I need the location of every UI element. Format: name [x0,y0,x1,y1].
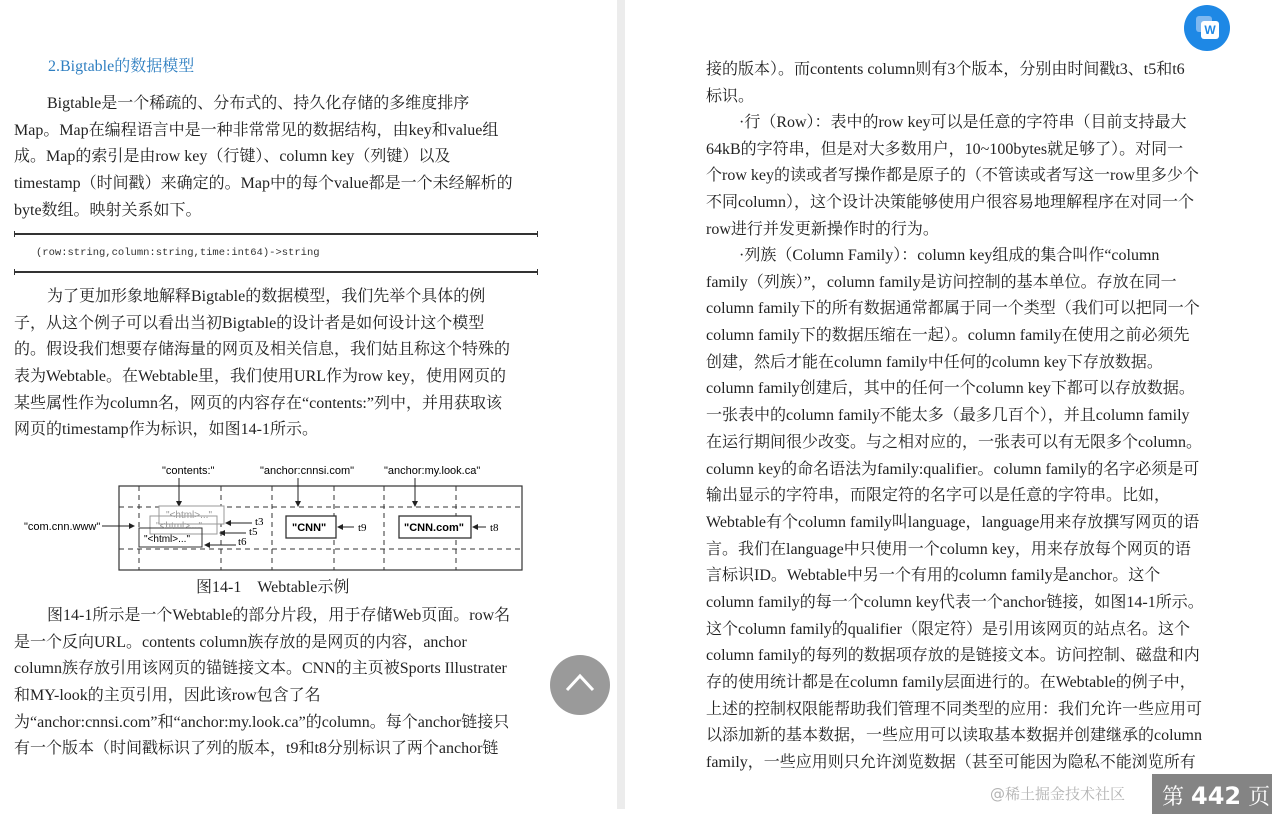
text-line: 创建，然后才能在column family中任何的column key下存放数据。 [706,353,1163,371]
text-line: 以添加新的基本数据，一些应用可以读取基本数据并创建继承的column [706,727,1202,745]
text-line: column family下的数据压缩在一起）。column family在使用之前必须先 [706,327,1190,345]
cell-version: "<html>..." [144,534,191,545]
text-line: 有一个版本（时间戳标识了列的版本，t9和t8分别标识了两个anchor链 [14,740,499,758]
paragraph [14,284,510,444]
column-label: "anchor:cnnsi.com" [260,465,355,477]
text-line: 为“anchor:cnnsi.com”和“anchor:my.look.ca”的column。每个anchor链接只 [14,713,510,731]
text-line: 64kB的字符串，但是对大多数用户，10~100bytes就足够了）。对同一 [706,140,1184,158]
paragraph [14,91,513,224]
text-line: 子，从这个例子可以看出当初Bigtable的设计者是如何设计这个模型 [14,314,485,332]
text-line: 图14-1所示是一个Webtable的部分片段，用于存储Web页面。row名 [47,607,511,624]
page-number: 442 [1191,782,1242,810]
page-gap [617,0,625,809]
text-line: 网页的timestamp作为标识，如图14-1所示。 [14,421,318,439]
text-line: family（列族）”，column family是访问控制的基本单位。存放在同一 [706,273,1177,291]
text-line: 输出显示的字符串，而限定符的名字可以是任意的字符串。比如， [706,487,1171,505]
text-line: column family下的所有数据通常都属于同一个类型（我们可以把同一个 [706,300,1200,318]
row-label: "com.cnn.www" [24,521,101,533]
timestamp-label: t9 [358,522,367,534]
text-line: 的。假设我们想要存储海量的网页及相关信息，我们姑且称这个特殊的 [14,341,511,359]
text-line: column family的每一个column key代表一个anchor链接，如图14-1所示。 [706,593,1204,611]
text-line: Bigtable是一个稀疏的、分布式的、持久化存储的多维度排序 [47,95,470,112]
text-line: 为了更加形象地解释Bigtable的数据模型，我们先举个具体的例 [47,288,486,305]
cell-version: "<html>..." [166,510,213,521]
text-line: 不同column），这个设计决策能够使用户很容易地理解程序在对同一个 [706,194,1194,212]
section-title: 2.Bigtable的数据模型 [48,58,195,75]
text-line: 某些属性作为column名，网页的内容存在“contents:”列中，并用获取该 [14,394,502,412]
paragraph [706,57,1185,110]
page-suffix: 页 [1248,785,1271,810]
text-line: 一张表中的column family不能太多（最多几百个），并且column family [706,407,1190,425]
timestamp-label: t8 [490,522,499,534]
cell-cnn: "CNN" [292,522,327,534]
figure-caption: 图14-1 Webtable示例 [196,579,350,596]
timestamp-label: t6 [238,536,247,548]
text-line: ·列族（Column Family）：column key组成的集合叫作“column [739,247,1160,264]
text-line: row进行并发更新操作时的行为。 [706,220,939,238]
text-line: 标识。 [706,87,755,105]
watermark: @稀土掘金技术社区 [990,785,1126,803]
text-line: 这个column family的qualifier（限定符）是引用该网页的站点名。这个 [706,620,1190,638]
word-export-button[interactable] [1184,5,1230,51]
webtable-figure [14,452,538,577]
text-line: 表为Webtable。在Webtable里，我们使用URL作为row key，使用网页的 [14,368,507,386]
text-line: column族存放引用该网页的锚链接文本。CNN的主页被Sports Illustrater [14,660,507,678]
text-line: timestamp（时间戳）来确定的。Map中的每个value都是一个未经解析的 [14,175,513,193]
cell-version: "<html>..." [156,521,203,532]
word-icon: W [1201,21,1219,39]
text-line: Map。Map在编程语言中是一种非常常见的数据结构，由key和value组 [14,121,499,139]
timestamp-label: t5 [249,526,258,538]
text-line: 在运行期间很少改变。与之相对应的，一张表可以有无限多个column。 [706,433,1202,451]
paragraph [706,243,1204,777]
chevron-up-icon [565,672,595,692]
column-label: "contents:" [162,465,215,477]
paragraph [14,603,510,763]
timestamp-label: t3 [255,516,264,528]
paragraph [706,110,1199,243]
text-line: 存的使用统计都是在column family层面进行的。在Webtable的例子中， [706,674,1196,691]
right-page [625,0,1251,809]
page-indicator [1152,774,1272,814]
text-line: 和MY-look的主页引用，因此该row包含了名 [14,687,321,705]
text-line: 接的版本）。而contents column则有3个版本，分别由时间戳t3、t5和t6 [706,61,1185,78]
code-text: (row:string,column:string,time:int64)->string [36,247,320,259]
code-block [14,233,538,273]
text-line: 个row key的读或者写操作都是原子的（不管读或者写这一row里多少个 [706,167,1199,185]
text-line: 成。Map的索引是由row key（行键）、column key（列键）以及 [14,148,451,166]
text-line: 是一个反向URL。contents column族存放的是网页的内容，anchor [14,633,467,651]
text-line: 上述的控制权限能帮助我们管理不同类型的应用：我们允许一些应用可 [706,700,1203,718]
divider [14,271,538,273]
scroll-to-top-button[interactable] [550,655,610,715]
page-prefix: 第 [1162,785,1185,810]
text-line: ·行（Row）：表中的row key可以是任意的字符串（目前支持最大 [739,114,1187,131]
divider [14,233,538,235]
text-line: column family的每列的数据项存放的是链接文本。访问控制、磁盘和内 [706,647,1200,665]
text-line: Webtable有个column family叫language，language用来存放撰写网页的语 [706,513,1200,531]
left-page [0,0,617,809]
cell-cnn-com: "CNN.com" [404,522,464,534]
text-line: column key的命名语法为family:qualifier。column family的名字必须是可 [706,460,1200,478]
text-line: column family创建后，其中的任何一个column key下都可以存放数据。 [706,380,1195,398]
text-line: 言。我们在language中只使用一个column key，用来存放每个网页的语 [706,540,1191,558]
text-line: family，一些应用则只允许浏览数据（甚至可能因为隐私不能浏览所有 [706,754,1196,772]
text-line: 言标识ID。Webtable中另一个有用的column family是anchor。这个 [706,567,1161,585]
text-line: byte数组。映射关系如下。 [14,201,202,219]
column-label: "anchor:my.look.ca" [384,465,481,477]
